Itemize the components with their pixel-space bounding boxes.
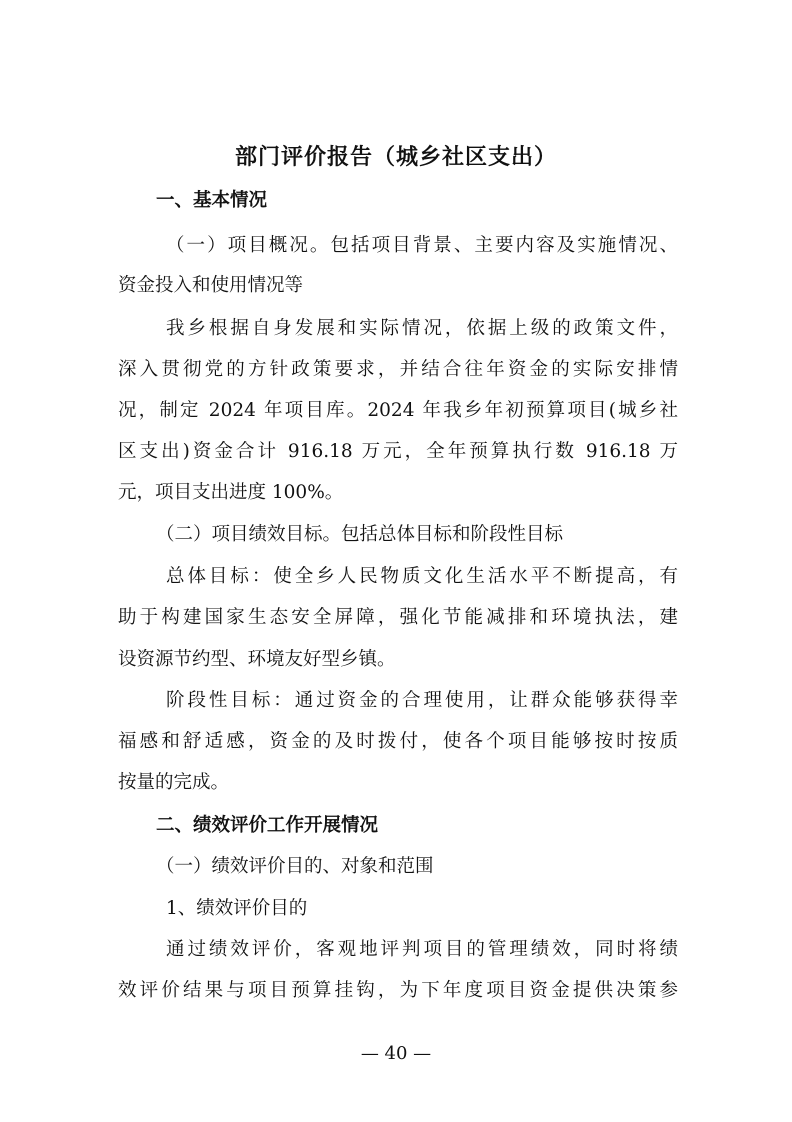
paragraph-line: 区支出)资金合计 916.18 万元，全年预算执行数 916.18 万: [118, 441, 678, 462]
subsection-purpose-scope: （一）绩效评价目的、对象和范围: [156, 856, 434, 877]
item-evaluation-purpose: 1、绩效评价目的: [166, 898, 308, 919]
paragraph-line: 元，项目支出进度 100%。: [118, 482, 344, 503]
paragraph-line: 助于构建国家生态安全屏障，强化节能减排和环境执法，建: [118, 607, 678, 628]
paragraph-line: 按量的完成。: [118, 772, 230, 793]
subsection-overview-line1: （一）项目概况。包括项目背景、主要内容及实施情况、: [166, 235, 678, 256]
paragraph-line: 福感和舒适感，资金的及时拨付，使各个项目能够按时按质: [118, 731, 678, 752]
paragraph-line: 效评价结果与项目预算挂钩，为下年度项目资金提供决策参: [118, 980, 678, 1001]
subsection-goals: （二）项目绩效目标。包括总体目标和阶段性目标: [156, 524, 564, 545]
section-heading-evaluation: 二、绩效评价工作开展情况: [156, 815, 379, 836]
page-number: — 40 —: [360, 1043, 432, 1064]
subsection-overview-line2: 资金投入和使用情况等: [118, 275, 304, 296]
paragraph-line: 设资源节约型、环境友好型乡镇。: [118, 649, 396, 670]
page-title: 部门评价报告（城乡社区支出）: [234, 145, 557, 170]
section-heading-basic: 一、基本情况: [156, 190, 268, 211]
paragraph-line: 总体目标：使全乡人民物质文化生活水平不断提高，有: [166, 566, 678, 587]
paragraph-line: 况，制定 2024 年项目库。2024 年我乡年初预算项目(城乡社: [118, 400, 678, 421]
paragraph-line: 阶段性目标：通过资金的合理使用，让群众能够获得幸: [166, 690, 678, 711]
paragraph-line: 我乡根据自身发展和实际情况，依据上级的政策文件，: [166, 318, 678, 339]
paragraph-line: 深入贯彻党的方针政策要求，并结合往年资金的实际安排情: [118, 359, 678, 380]
paragraph-line: 通过绩效评价，客观地评判项目的管理绩效，同时将绩: [166, 939, 678, 960]
